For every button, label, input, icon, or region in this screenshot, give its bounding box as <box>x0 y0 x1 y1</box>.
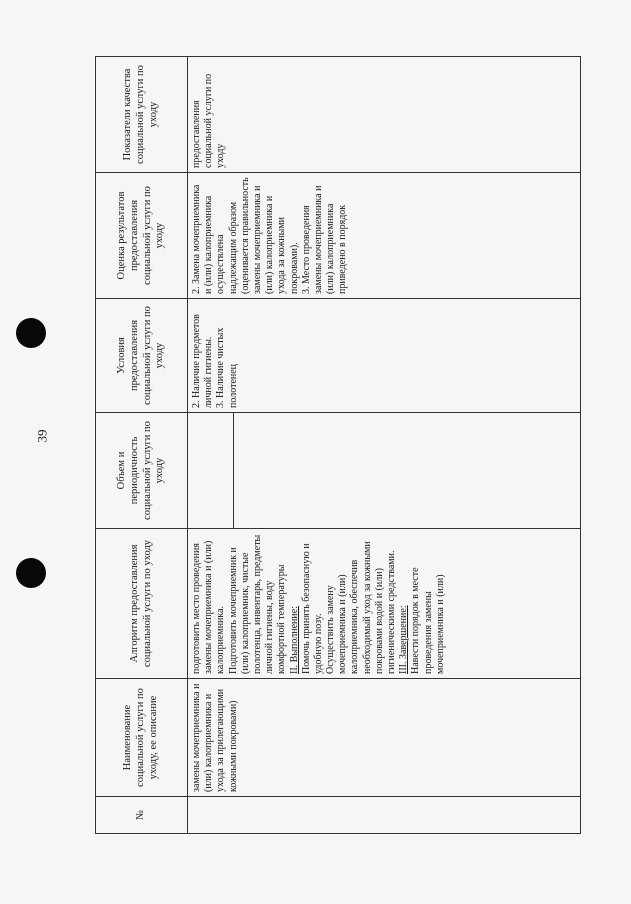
cell-volume <box>188 413 581 529</box>
header-conditions: Условия предоставления социальной услуги по уходу <box>96 299 188 413</box>
header-algorithm: Алгоритм предоставления социальной услуги по уходу <box>96 529 188 679</box>
algorithm-completion-text: Навести порядок в месте проведения замены мочеприемника и (или) <box>410 567 446 674</box>
header-number: № <box>96 797 188 834</box>
cell-conditions: 2. Наличие предметов личной гигиены. 3. Наличие чистых полотенец <box>188 299 581 413</box>
cell-name: замены мочеприемника и (или) калоприемника и ухода за прилегающими кожными покровами) <box>188 679 581 797</box>
header-indicators: Показатели качества социальной услуги по уходу <box>96 57 188 173</box>
services-table <box>95 56 581 834</box>
rotated-table-container <box>95 57 581 834</box>
cell-indicators: предоставления социальной услуги по уходу <box>188 57 581 173</box>
cell-algorithm <box>188 529 581 679</box>
punch-hole-top <box>16 318 46 348</box>
table-row <box>188 57 581 834</box>
algorithm-execution-text: Помочь принять безопасную и удобную позу. Осуществить замену мочеприемника и (или) калоприемника, обеспечив необходимый уход за кожными покровами водой и (или) гигиеническими средствами. <box>300 541 397 674</box>
page-number: 39 <box>34 429 50 443</box>
header-name: Наименование социальной услуги по уходу, ее описание <box>96 679 188 797</box>
punch-hole-bottom <box>16 558 46 588</box>
header-evaluation: Оценка результатов предоставления социальной услуги по уходу <box>96 173 188 299</box>
cell-evaluation: 2. Замена мочеприемника и (или) калоприемника осуществлена надлежащим образом (оценивается правильность замены мочеприемника и (или) калоприемника и ухода за кожными покровами). 3. Место проведения замены мочеприемника и (или) калоприемника приведено в порядок <box>188 173 581 299</box>
volume-subcell-divider <box>188 413 234 528</box>
algorithm-preparation-text: подготовить место проведения замены мочеприемника и (или) калоприемника. Подготовить мочеприемник и (или) калоприемник, чистые полотенца, инвентарь, предметы личной гигиены, воду комфортной температуры <box>191 534 288 674</box>
cell-number <box>188 797 581 834</box>
table-header-row <box>96 57 188 834</box>
header-volume: Объем и периодичность социальной услуги по уходу <box>96 413 188 529</box>
algorithm-stage-execution-title: II. Выполнение: <box>288 606 300 674</box>
algorithm-stage-completion-title: III. Завершение: <box>398 605 410 674</box>
